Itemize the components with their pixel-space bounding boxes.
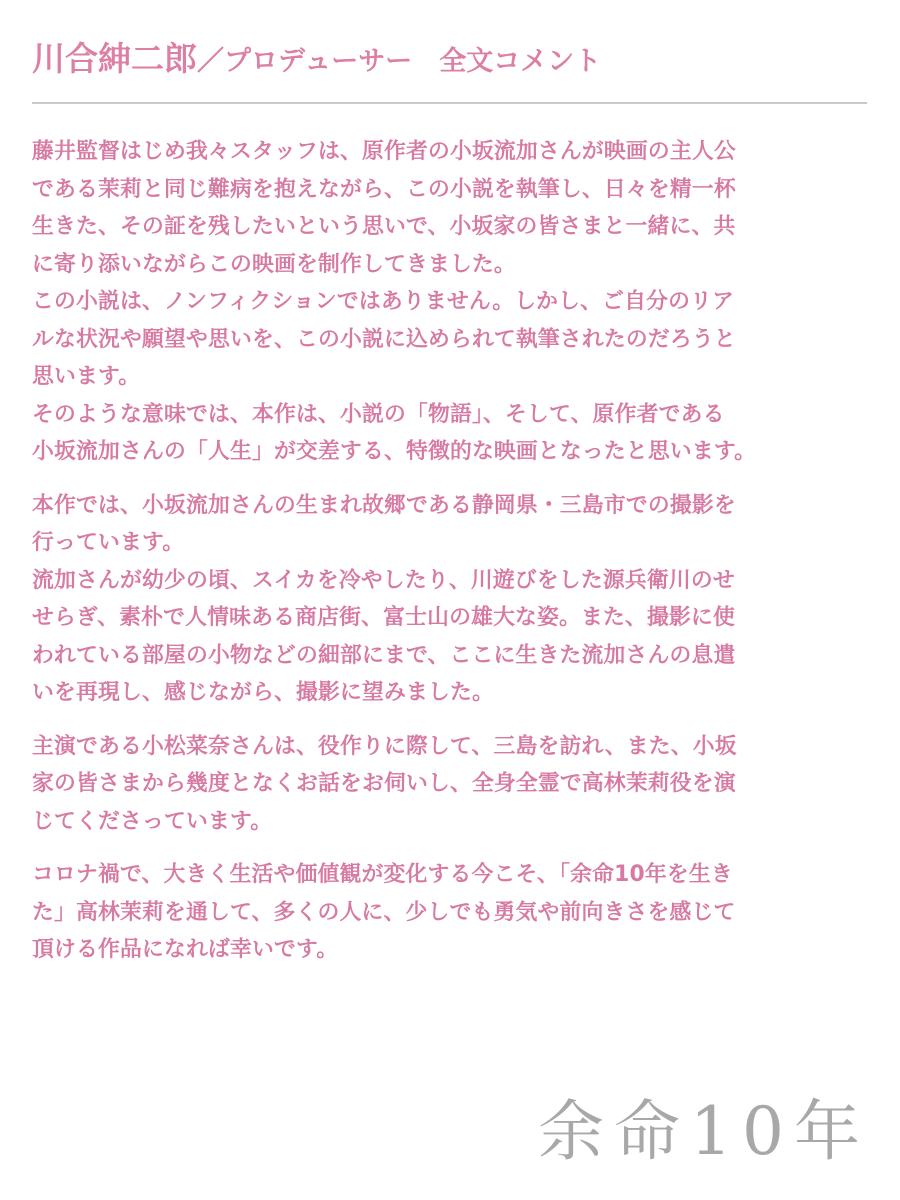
text-line: 生きた、その証を残したいという思いで、小坂家の皆さまと一緒に、共 bbox=[32, 214, 736, 239]
text-line: 本作では、小坂流加さんの生まれ故郷である静岡県・三島市での撮影を bbox=[32, 492, 736, 518]
text-line: 家の皆さまから幾度となくお話をお伺いし、全身全霊で高林茉莉役を演 bbox=[32, 771, 736, 796]
text-line: じてくださっています。 bbox=[32, 808, 273, 834]
title-role: ／プロデューサー 全文コメント bbox=[197, 46, 602, 77]
page-title bbox=[32, 36, 601, 85]
comment-body bbox=[32, 133, 892, 985]
text-line: 藤井監督はじめ我々スタッフは、原作者の小坂流加さんが映画の主人公 bbox=[32, 139, 736, 164]
text-line: 小坂流加さんの「人生」が交差する、特徴的な映画となったと思います。 bbox=[32, 439, 757, 464]
producer-name: 川合紳二郎 bbox=[32, 39, 197, 78]
film-title-logo: 余命10年 bbox=[538, 1093, 870, 1170]
comment-paragraph bbox=[32, 856, 892, 969]
text-line: に寄り添いながらこの映画を制作してきました。 bbox=[32, 251, 516, 277]
text-line: コロナ禍で、大きく生活や価値観が変化する今こそ、「余命10年を生き bbox=[32, 862, 733, 887]
text-line: た」高林茉莉を通して、多くの人に、少しでも勇気や前向きさを感じて bbox=[32, 899, 736, 925]
text-line: いを再現し、感じながら、撮影に望みました。 bbox=[32, 680, 494, 705]
text-line: ルな状況や願望や思いを、この小説に込められて執筆されたのだろうと bbox=[32, 326, 736, 352]
text-line: 流加さんが幼少の頃、スイカを冷やしたり、川遊びをした源兵衛川のせ bbox=[32, 567, 735, 593]
comment-paragraph bbox=[32, 133, 892, 471]
comment-paragraph bbox=[32, 487, 892, 712]
text-line: われている部屋の小物などの細部にまで、ここに生きた流加さんの息遣 bbox=[32, 642, 736, 668]
text-line: 思います。 bbox=[32, 364, 141, 389]
comment-paragraph bbox=[32, 728, 892, 841]
text-line: 行っています。 bbox=[32, 530, 185, 555]
title-divider bbox=[32, 102, 867, 104]
text-line: 頂ける作品になれば幸いです。 bbox=[32, 937, 339, 962]
text-line: である茉莉と同じ難病を抱えながら、この小説を執筆し、日々を精一杯 bbox=[32, 176, 736, 202]
text-line: この小説は、ノンフィクションではありません。しかし、ご自分のリア bbox=[32, 289, 735, 314]
text-line: せらぎ、素朴で人情味ある商店街、富士山の雄大な姿。また、撮影に使 bbox=[32, 605, 736, 630]
text-line: そのような意味では、本作は、小説の「物語」、そして、原作者である bbox=[32, 401, 725, 427]
text-line: 主演である小松菜奈さんは、役作りに際して、三島を訪れ、また、小坂 bbox=[32, 733, 737, 759]
